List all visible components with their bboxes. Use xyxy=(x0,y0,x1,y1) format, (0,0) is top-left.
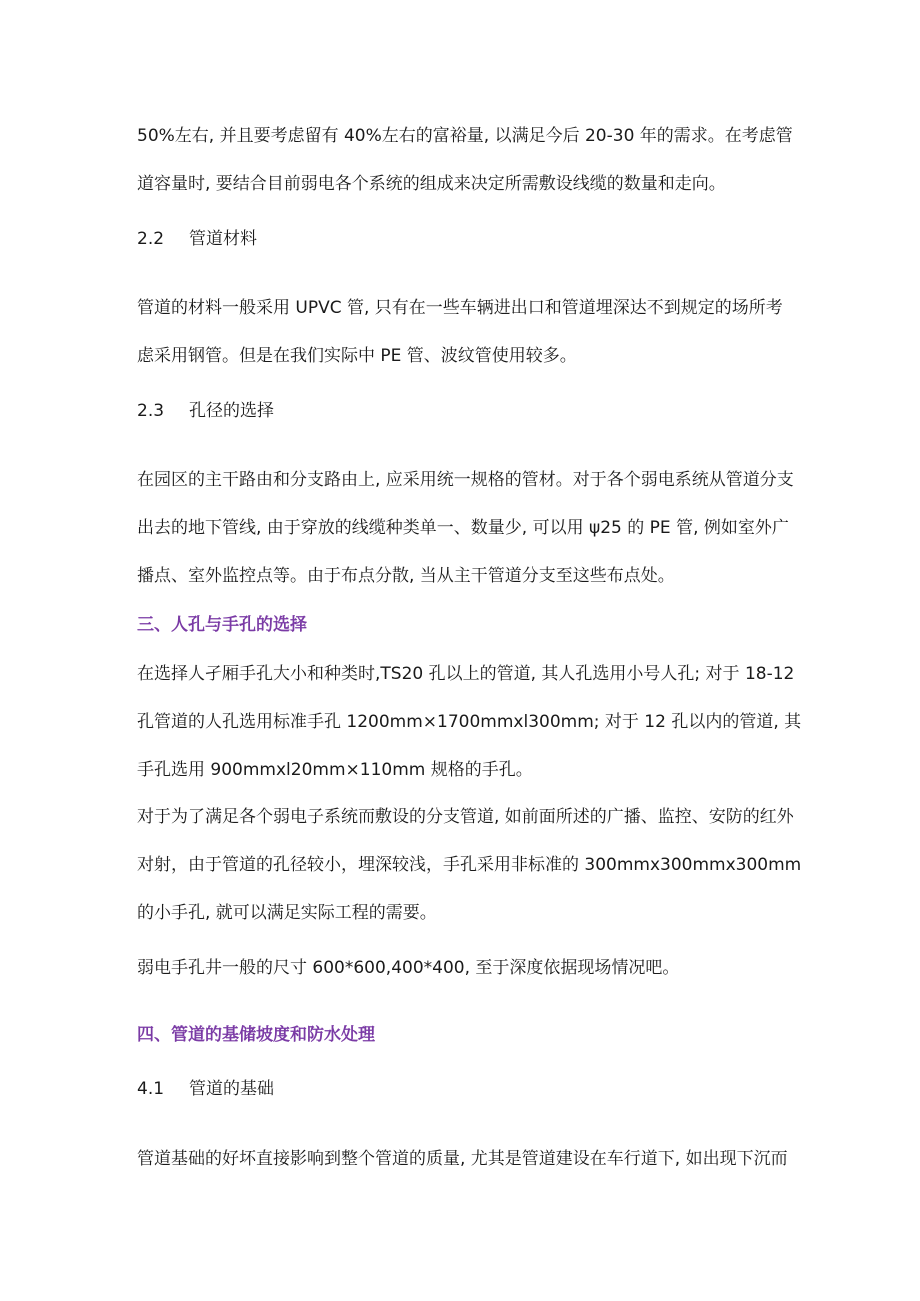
paragraph-line: 管道的材料一般采用 UPVC 管, 只有在一些车辆进出口和管道埋深达不到规定的场所考 xyxy=(137,298,783,318)
section-heading-2-3 xyxy=(137,400,274,422)
section-title: 管道的基础 xyxy=(189,1079,274,1099)
paragraph-line: 播点、室外监控点等。由于布点分散, 当从主干管道分支至这些布点处。 xyxy=(137,566,675,586)
section-title: 管道材料 xyxy=(189,229,257,249)
section-number: 2.3 xyxy=(137,401,165,421)
paragraph-line: 弱电手孔井一般的尺寸 600*600,400*400, 至于深度依据现场情况吧。 xyxy=(137,958,680,978)
section-heading-4-1 xyxy=(137,1078,274,1100)
chapter-heading-3: 三、人孔与手孔的选择 xyxy=(137,615,307,635)
section-title: 孔径的选择 xyxy=(189,401,274,421)
paragraph-line: 手孔选用 900mmxl20mm×110mm 规格的手孔。 xyxy=(137,760,533,780)
paragraph-line: 50%左右, 并且要考虑留有 40%左右的富裕量, 以满足今后 20-30 年的需求。在考虑管 xyxy=(137,126,793,146)
paragraph-line: 对射，由于管道的孔径较小，埋深较浅，手孔采用非标准的 300mmx300mmx300mm xyxy=(137,855,802,875)
paragraph-line: 管道基础的好坏直接影响到整个管道的质量, 尤其是管道建设在车行道下, 如出现下沉而 xyxy=(137,1149,788,1169)
paragraph-line: 孔管道的人孔选用标准手孔 1200mm×1700mmxl300mm; 对于 12 孔以内的管道, 其 xyxy=(137,712,802,732)
paragraph-line: 虑采用钢管。但是在我们实际中 PE 管、波纹管使用较多。 xyxy=(137,346,577,366)
section-number: 4.1 xyxy=(137,1079,165,1099)
paragraph-line: 出去的地下管线, 由于穿放的线缆种类单一、数量少, 可以用 ψ25 的 PE 管, 例如室外广 xyxy=(137,518,789,538)
chapter-heading-4: 四、管道的基储坡度和防水处理 xyxy=(137,1025,375,1045)
paragraph-line: 的小手孔, 就可以满足实际工程的需要。 xyxy=(137,903,437,923)
paragraph-line: 在园区的主干路由和分支路由上, 应采用统一规格的管材。对于各个弱电系统从管道分支 xyxy=(137,470,794,490)
section-number: 2.2 xyxy=(137,229,165,249)
paragraph-line: 对于为了满足各个弱电子系统而敷设的分支管道, 如前面所述的广播、监控、安防的红外 xyxy=(137,807,794,827)
section-heading-2-2 xyxy=(137,228,257,250)
paragraph-line: 道容量时, 要结合目前弱电各个系统的组成来决定所需敷设线缆的数量和走向。 xyxy=(137,174,726,194)
paragraph-line: 在选择人孑厢手孔大小和种类时,TS20 孔以上的管道, 其人孔选用小号人孔; 对于 18-12 xyxy=(137,664,795,684)
